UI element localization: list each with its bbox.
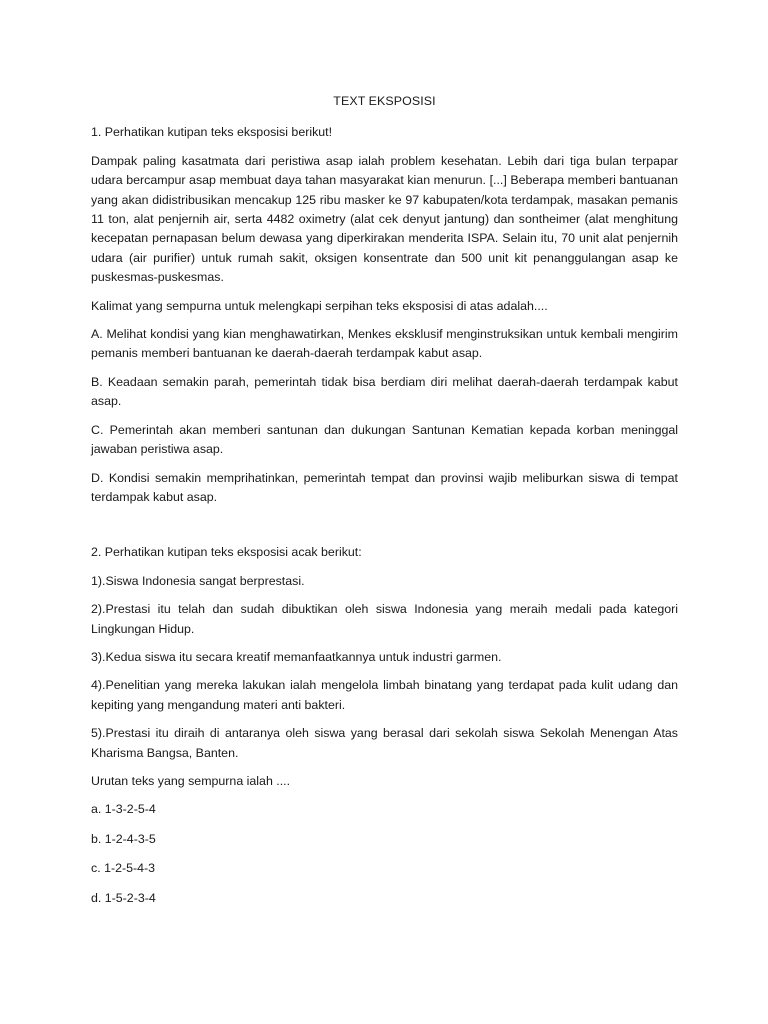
question-2-option-d: d. 1-5-2-3-4: [91, 890, 156, 905]
question-2-question: Urutan teks yang sempurna ialah ....: [91, 773, 291, 788]
question-2-sentence-3: 3).Kedua siswa itu secara kreatif memanfaatkannya untuk industri garmen.: [91, 649, 502, 664]
question-2-sentence-1: 1).Siswa Indonesia sangat berprestasi.: [91, 573, 305, 588]
question-2-prompt: 2. Perhatikan kutipan teks eksposisi acak berikut:: [91, 545, 362, 560]
question-1-option-c: C. Pemerintah akan memberi santunan dan dukungan Santunan Kematian kepada korban meninggal jawaban peristiwa asap.: [91, 422, 678, 457]
question-1-option-d: D. Kondisi semakin memprihatinkan, pemerintah tempat dan provinsi wajib meliburkan siswa di tempat terdampak kabut asap.: [91, 470, 678, 504]
question-1-passage: Dampak paling kasatmata dari peristiwa asap ialah problem kesehatan. Lebih dari tiga bulan terpapar udara bercampur asap membuat daya tahan masyarakat kian menurun. [...] Beberapa memberi bantuanan yang akan didistribusikan mencakup 125 ribu masker ke 97 kabupaten/kota terdampak, masakan pemanis 11 ton, alat penjernih air, serta 4482 oximetry (alat cek denyut jantung) dan sontheimer (alat menghitung kecepatan pernapasan belum dewasa yang diperkirakan menderita ISPA. Selain itu, 70 unit alat penjernih udara (air purifier) untuk rumah sakit, oksigen konsentrate dan 500 unit kit penanggulangan asap ke puskesmas-puskesmas.: [91, 153, 678, 285]
document-title: TEXT EKSPOSISI: [333, 94, 436, 108]
question-2-option-c: c. 1-2-5-4-3: [91, 861, 156, 876]
question-1-question: Kalimat yang sempurna untuk melengkapi serpihan teks eksposisi di atas adalah....: [91, 298, 548, 313]
document-body: [91, 92, 678, 918]
question-1-option-a: A. Melihat kondisi yang kian menghawatirkan, Menkes eksklusif menginstruksikan untuk kembali mengirim pemanis memberi bantuanan ke daerah-daerah terdampak kabut asap.: [91, 327, 678, 361]
question-2-sentence-5: 5).Prestasi itu diraih di antaranya oleh siswa yang berasal dari sekolah siswa Sekolah Menengan Atas Kharisma Bangsa, Banten.: [91, 726, 678, 760]
question-2-option-b: b. 1-2-4-3-5: [91, 831, 156, 846]
question-2: [91, 543, 678, 908]
question-2-sentence-2: 2).Prestasi itu telah dan sudah dibuktikan oleh siswa Indonesia yang meraih medali pada kategori Lingkungan Hidup.: [91, 602, 678, 636]
question-2-sentence-4: 4).Penelitian yang mereka lakukan ialah mengelola limbah binatang yang terdapat pada kulit udang dan kepiting yang mengandung materi anti bakteri.: [91, 678, 678, 712]
question-2-option-a: a. 1-3-2-5-4: [91, 802, 156, 817]
question-1-option-b: B. Keadaan semakin parah, pemerintah tidak bisa berdiam diri melihat daerah-daerah terdampak kabut asap.: [91, 374, 678, 409]
question-1-prompt: 1. Perhatikan kutipan teks eksposisi berikut!: [91, 125, 333, 140]
question-1: [91, 123, 678, 507]
